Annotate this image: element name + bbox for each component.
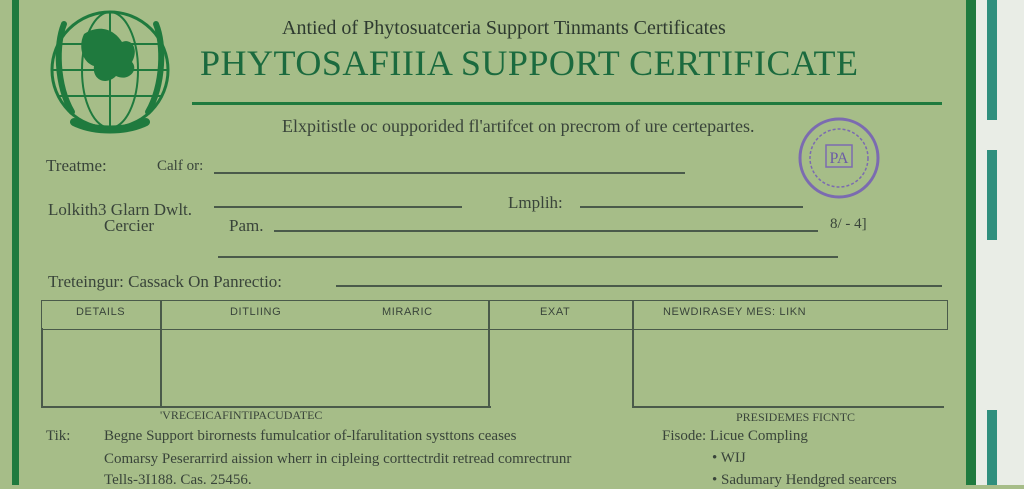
- certificate-subtitle: Antied of Phytosuatceria Support Tinmants Certificates: [282, 17, 726, 39]
- table-divider: [41, 328, 43, 407]
- left-border: [12, 0, 19, 485]
- certificate-title: PHYTOSAFIIIA SUPPORT CERTIFICATE: [200, 43, 859, 83]
- table-header-cell: DITLIING: [230, 306, 282, 318]
- calf-label: Calf or:: [157, 158, 204, 174]
- right-caption: PRESIDEMES FICNTC: [736, 410, 856, 424]
- calf-field-line[interactable]: [214, 172, 685, 174]
- table-header-cell: EXAT: [540, 306, 571, 318]
- table-header-cell: MIRARIC: [382, 306, 433, 318]
- footer-right-line-1: Fisode: Licue Compling: [662, 428, 808, 444]
- treteingur-label: Treteingur: Cassack On Panrectio:: [48, 272, 283, 291]
- blank-field-line[interactable]: [218, 256, 838, 258]
- treatme-label: Treatme:: [46, 156, 107, 175]
- edge-tab: [987, 410, 997, 485]
- table-divider: [632, 300, 634, 407]
- pam-field-line[interactable]: [274, 230, 818, 232]
- tik-label: Tik:: [46, 428, 71, 444]
- lolkith-field-line[interactable]: [214, 206, 462, 208]
- footer-line-1: Begne Support birornests fumulcatior of-lfarulitation systtons ceases: [104, 428, 517, 444]
- footer-right-line-3: • Sadumary Hendgred searcers: [712, 472, 897, 488]
- treteingur-field-line[interactable]: [336, 285, 942, 287]
- footer-line-2: Comarsy Peserarrird aission wherr in cipleing corttectrdit retread comrectrunr: [104, 451, 572, 467]
- header-rule: [192, 102, 942, 105]
- official-stamp-icon: [794, 115, 884, 200]
- pam-label: Pam.: [229, 216, 264, 235]
- table-header-cell: DETAILS: [76, 306, 126, 318]
- lampth-field-line[interactable]: [580, 206, 803, 208]
- footer-right-line-2: • WIJ: [712, 450, 746, 466]
- globe-emblem-icon: [44, 4, 176, 134]
- table-divider: [160, 300, 162, 407]
- reference-number: 8/ - 4]: [830, 216, 867, 232]
- cercier-label: Cercier: [104, 216, 155, 235]
- table-bottom-line: [632, 406, 944, 408]
- table-divider: [488, 300, 490, 407]
- footer-line-3: Tells-3I188. Cas. 25456.: [104, 472, 252, 488]
- edge-tab: [987, 150, 997, 240]
- table-header-cell: NEWDIRASEY MES: LIKN: [663, 306, 807, 318]
- lolkith-label: Lolkith3 Glarn Dwlt.: [48, 200, 193, 219]
- details-table-header: [41, 300, 948, 330]
- lampth-label: Lmplih:: [508, 193, 563, 212]
- left-caption: 'VRECEICAFINTIPACUDATEC: [160, 408, 323, 422]
- stamp-text: PA: [829, 150, 849, 167]
- edge-tab: [987, 0, 997, 120]
- certificate-intro: Elxpitistle oc oupporided fl'artifcet on precrom of ure certepartes.: [282, 116, 755, 136]
- right-border: [966, 0, 976, 485]
- page-edge: [976, 0, 1024, 485]
